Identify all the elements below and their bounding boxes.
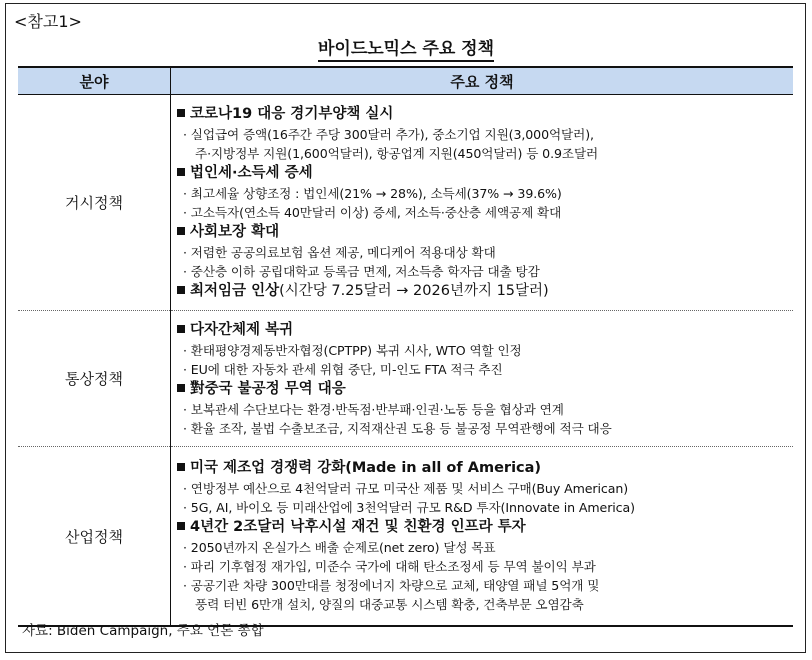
policy-detail: · 파리 기후협정 재가입, 미준수 국가에 대해 탄소조정세 등 무역 불이익 부과 — [183, 559, 596, 574]
policy-detail: · 2050년까지 온실가스 배출 순제로(net zero) 달성 목표 — [183, 540, 496, 555]
policy-heading: 법인세·소득세 증세 — [175, 163, 787, 184]
category-trade: 통상정책 — [18, 311, 171, 447]
policy-detail: · 중산층 이하 공립대학교 등록금 면제, 저소득층 학자금 대출 탕감 — [183, 263, 540, 279]
policy-detail: · 실업급여 증액(16주간 주당 300달러 추가), 중소기업 지원(3,000억달러), — [183, 126, 594, 142]
policy-heading: 미국 제조업 경쟁력 강화(Made in all of America) — [175, 458, 787, 479]
policy-heading: 다자간체제 복귀 — [175, 320, 787, 341]
square-bullet-icon — [177, 325, 185, 333]
policy-detail: 풍력 터빈 6만개 설치, 양질의 대중교통 시스템 확충, 건축부문 오염감축 — [195, 597, 584, 612]
policy-cell-industry — [171, 447, 794, 627]
header-field: 분야 — [18, 67, 171, 95]
policy-detail: 주·지방정부 지원(1,600억달러), 항공업계 지원(450억달러) 등 0.9조달러 — [195, 145, 599, 161]
policy-detail: · 환율 조작, 불법 수출보조금, 지적재산권 도용 등 불공정 무역관행에 적극 대응 — [183, 420, 612, 436]
policy-detail: · 보복관세 수단보다는 환경·반독점·반부패·인권·노동 등을 협상과 연계 — [183, 401, 564, 417]
policy-detail: · 환태평양경제동반자협정(CPTPP) 복귀 시사, WTO 역할 인정 — [183, 342, 522, 358]
table-row-trade — [18, 311, 793, 447]
table-header-row — [18, 67, 793, 95]
policy-detail: · 고소득자(연소득 40만달러 이상) 증세, 저소득·중산층 세액공제 확대 — [183, 204, 562, 220]
policy-heading: 코로나19 대응 경기부양책 실시 — [175, 104, 787, 125]
policy-heading: 최저임금 인상(시간당 7.25달러 → 2026년까지 15달러) — [175, 281, 787, 302]
policy-detail: · 공공기관 차량 300만대를 청정에너지 차량으로 교체, 태양열 패널 5억개 및 — [183, 578, 600, 593]
square-bullet-icon — [177, 463, 185, 471]
table-row-industry — [18, 447, 793, 627]
square-bullet-icon — [177, 227, 185, 235]
category-macro: 거시정책 — [18, 95, 171, 311]
policy-heading: 사회보장 확대 — [175, 222, 787, 243]
page-title: 바이드노믹스 주요 정책 — [0, 34, 812, 59]
table-row-macro — [18, 95, 793, 311]
square-bullet-icon — [177, 109, 185, 117]
square-bullet-icon — [177, 168, 185, 176]
reference-label: <참고1> — [14, 12, 82, 31]
policy-table — [18, 66, 793, 627]
policy-detail: · 최고세율 상향조정 : 법인세(21% → 28%), 소득세(37% → 39.6%) — [183, 185, 562, 201]
square-bullet-icon — [177, 522, 185, 530]
header-policy: 주요 정책 — [171, 67, 794, 95]
policy-detail: · 연방정부 예산으로 4천억달러 규모 미국산 제품 및 서비스 구매(Buy American) — [183, 481, 629, 496]
policy-heading: 4년간 2조달러 낙후시설 재건 및 친환경 인프라 투자 — [175, 517, 787, 538]
policy-cell-trade — [171, 311, 794, 447]
policy-cell-macro — [171, 95, 794, 311]
policy-heading: 對중국 불공정 무역 대응 — [175, 379, 787, 400]
category-industry: 산업정책 — [18, 447, 171, 627]
policy-detail: · 5G, AI, 바이오 등 미래산업에 3천억달러 규모 R&D 투자(Innovate in America) — [183, 500, 635, 515]
square-bullet-icon — [177, 384, 185, 392]
source-note: 자료: Biden Campaign, 주요 언론 종합 — [22, 623, 264, 639]
policy-detail: · 저렴한 공공의료보험 옵션 제공, 메디케어 적용대상 확대 — [183, 244, 496, 260]
policy-detail: · EU에 대한 자동차 관세 위협 중단, 미-인도 FTA 적극 추진 — [183, 361, 503, 377]
square-bullet-icon — [177, 286, 185, 294]
